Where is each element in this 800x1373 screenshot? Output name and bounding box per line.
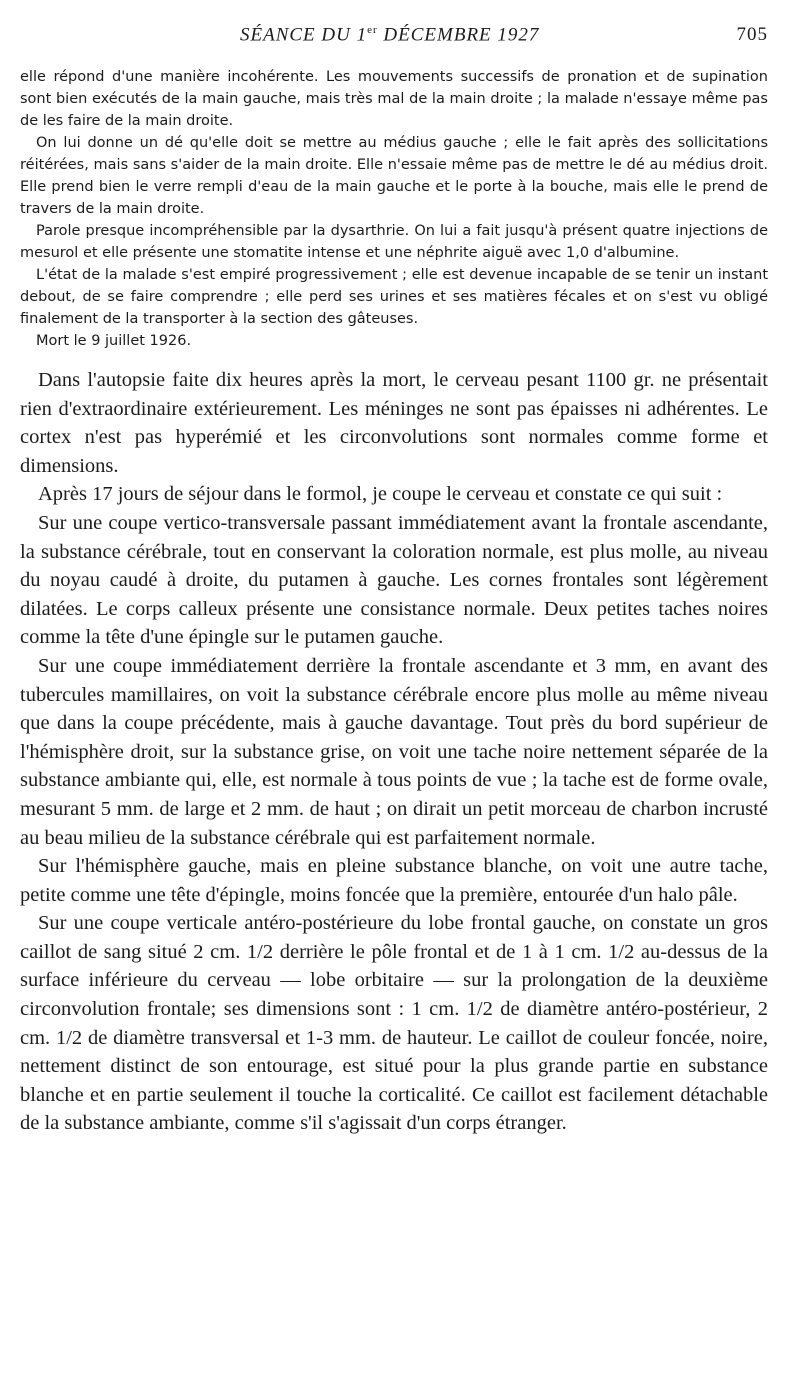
clinical-paragraph: On lui donne un dé qu'elle doit se mettre au médius gauche ; elle le fait après des sollicitations réitérées, mais sans s'aider de la main droite. Elle n'essaie même pas de mettre le dé au médius droit. Elle prend bien le verre rempli d'eau de la main gauche et le porte à la bouche, mais elle le prend de travers de la main droite.: [20, 135, 768, 217]
death-date-line: Mort le 9 juillet 1926.: [36, 333, 192, 349]
body-paragraph: Après 17 jours de séjour dans le formol, je coupe le cerveau et constate ce qui suit :: [38, 483, 723, 506]
body-paragraph: Sur une coupe immédiatement derrière la frontale ascendante et 3 mm, en avant des tubercules mamillaires, on voit la substance cérébrale encore plus molle au même niveau que dans la coupe précédente, mais à gauche davantage. Tout près du bord supérieur de l'hémisphère droit, sur la substance grise, on voit une tache noire nettement séparée de la substance ambiante qui, elle, est normale à tous points de vue ; la tache est de forme ovale, mesurant 5 mm. de large et 2 mm. de haut ; on dirait un petit morceau de charbon incrusté au beau milieu de la substance cérébrale qui est parfaitement normale.: [20, 654, 768, 849]
clinical-paragraph: L'état de la malade s'est empiré progressivement ; elle est devenue incapable de se tenir un instant debout, de se faire comprendre ; elle perd ses urines et ses matières fécales et on s'est vu obligé finalement de la transporter à la section des gâteuses.: [20, 267, 768, 327]
autopsy-section: [20, 366, 768, 1138]
clinical-notes: [20, 66, 768, 352]
body-paragraph: Dans l'autopsie faite dix heures après la mort, le cerveau pesant 1100 gr. ne présentait rien d'extraordinaire extérieurement. Les méninges ne sont pas épaisses ni adhérentes. Le cortex n'est pas hyperémié et les circonvolutions sont normales comme forme et dimensions.: [20, 369, 768, 477]
clinical-paragraph: Parole presque incompréhensible par la dysarthrie. On lui a fait jusqu'à présent quatre injections de mesurol et elle présente une stomatite intense et une néphrite aiguë avec 1,0 d'albumine.: [20, 223, 768, 261]
body-paragraph: Sur une coupe verticale antéro-postérieure du lobe frontal gauche, on constate un gros caillot de sang situé 2 cm. 1/2 derrière le pôle frontal et de 1 à 1 cm. 1/2 au-dessus de la surface inférieure du cerveau — lobe orbitaire — sur la prolongation de la deuxième circonvolution frontale; ses dimensions sont : 1 cm. 1/2 de diamètre antéro-postérieur, 2 cm. 1/2 de diamètre transversal et 1-3 mm. de hauteur. Le caillot de couleur foncée, noire, nettement distinct de son entourage, est situé pour la plus grande partie en substance blanche et en partie seulement il touche la corticalité. Ce caillot est facilement détachable de la substance ambiante, comme s'il s'agissait d'un corps étranger.: [20, 912, 768, 1135]
running-header: [20, 24, 768, 52]
clinical-paragraph: elle répond d'une manière incohérente. Les mouvements successifs de pronation et de supination sont bien exécutés de la main gauche, mais très mal de la main droite ; la malade n'essaye même pas de les faire de la main droite.: [20, 69, 768, 129]
page-number: 705: [736, 24, 768, 45]
body-paragraph: Sur une coupe vertico-transversale passant immédiatement avant la frontale ascendante, la substance cérébrale, tout en conservant la coloration normale, est plus molle, au niveau du noyau caudé à droite, du putamen à gauche. Les cornes frontales sont légèrement dilatées. Le corps calleux présente une consistance normale. Deux petites taches noires comme la tête d'une épingle sur le putamen gauche.: [20, 511, 768, 649]
header-title: SÉANCE DU 1er DÉCEMBRE 1927: [240, 24, 540, 46]
body-paragraph: Sur l'hémisphère gauche, mais en pleine substance blanche, on voit une autre tache, petite comme une tête d'épingle, moins foncée que la première, entourée d'un halo pâle.: [20, 855, 768, 906]
